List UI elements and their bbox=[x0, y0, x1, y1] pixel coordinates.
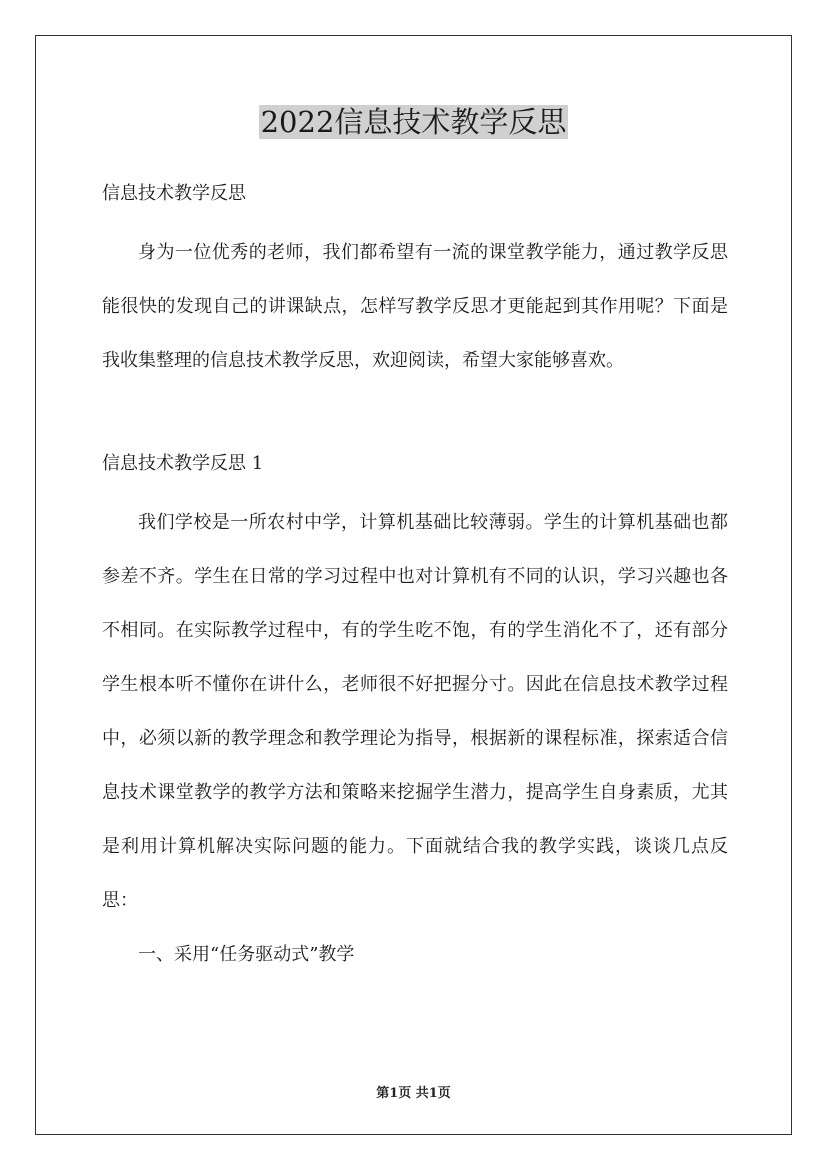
intro-heading: 信息技术教学反思 bbox=[102, 183, 246, 204]
document-body bbox=[102, 172, 728, 982]
document-title bbox=[0, 100, 827, 144]
section-heading: 信息技术教学反思 1 bbox=[102, 453, 264, 474]
sub-heading: 一、采用“任务驱动式”教学 bbox=[138, 944, 355, 965]
intro-paragraph: 身为一位优秀的老师，我们都希望有一流的课堂教学能力，通过教学反思能很快的发现自己的讲课缺点，怎样写教学反思才更能起到其作用呢？下面是我收集整理的信息技术教学反思，欢迎阅读，希望大家能够喜欢。 bbox=[102, 242, 728, 371]
page-footer bbox=[0, 1082, 827, 1101]
paragraph-gap bbox=[102, 388, 728, 442]
page-number: 第1页 共1页 bbox=[376, 1086, 451, 1101]
section-paragraph: 我们学校是一所农村中学，计算机基础比较薄弱。学生的计算机基础也都参差不齐。学生在日常的学习过程中也对计算机有不同的认识，学习兴趣也各不相同。在实际教学过程中，有的学生吃不饱，有的学生消化不了，还有部分学生根本听不懂你在讲什么，老师很不好把握分寸。因此在信息技术教学过程中，必须以新的教学理念和教学理论为指导，根据新的课程标准，探索适合信息技术课堂教学的教学方法和策略来挖掘学生潜力，提高学生自身素质，尤其是利用计算机解决实际问题的能力。下面就结合我的教学实践，谈谈几点反思： bbox=[102, 512, 728, 911]
document-title-text: 2022信息技术教学反思 bbox=[260, 105, 567, 139]
